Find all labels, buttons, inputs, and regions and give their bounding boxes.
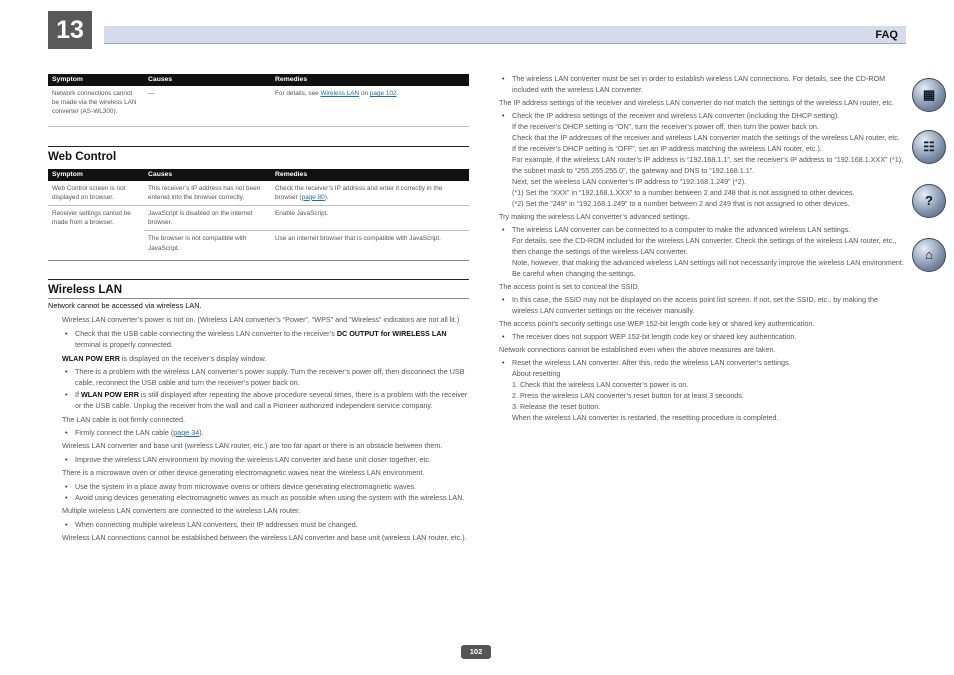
cell-symptom: Receiver settings cannot be made from a browser.	[52, 209, 131, 227]
table-wlan-converter	[48, 74, 469, 127]
remedy-item: • If WLAN POW ERR is still displayed after repeating the above procedure several times, there is a problem with the receiver or the USB cable. Unplug the receiver from the wall and call a Pioneer authorized independent service company.	[62, 389, 469, 412]
table-web-control	[48, 169, 469, 256]
remedy-line: Check that the IP addresses of the receiver and wireless LAN converter match the settings of the wireless LAN router, etc.	[512, 133, 900, 142]
remedy-item: • The wireless LAN converter can be connected to a computer to make the advanced wireless LAN settings.	[499, 224, 904, 235]
section-title: FAQ	[875, 29, 898, 41]
cause-text: WLAN POW ERR is displayed on the receiver’s display window.	[62, 353, 267, 363]
cause-text: There is a microwave oven or other device generating electromagnetic waves near the wireless LAN environment.	[62, 468, 425, 478]
cause-text: Wireless LAN converter’s power is not on. (Wireless LAN converter’s “Power”, “WPS” and “Wireless” indicators are not all lit.)	[62, 315, 460, 325]
remedy-item: • Check that the USB cable connecting the wireless LAN converter to the receiver’s DC OUTPUT for WIRELESS LAN terminal is properly connected.	[62, 328, 469, 351]
wireless-lan-heading: Wireless LAN	[48, 283, 123, 296]
remedy-line: (*2) Set the “249” in “192.168.1.249” to a number between 2 and 249 that is not assigned to other devices.	[512, 199, 850, 208]
remedy-line: (*1) Set the “XXX” in “192.168.1.XXX” to a number between 2 and 248 that is not assigned to other devices.	[512, 188, 855, 197]
remedy-line: For details, see the CD-ROM included for the wireless LAN converter. Check the settings of the wireless LAN router, etc., then change the settings of the wireless LAN converter.	[512, 236, 897, 256]
cell-symptom: Web Control screen is not displayed on browser.	[48, 181, 144, 206]
chapter-number: 13	[48, 11, 92, 49]
remedy-item: • The wireless LAN converter must be set in order to establish wireless LAN connections. For details, see the CD-ROM included with the wireless LAN converter.	[499, 73, 904, 95]
cause-text: Network connections cannot be established even when the above measures are taken.	[499, 345, 776, 354]
link-wireless-lan[interactable]: Wireless LAN	[320, 90, 360, 97]
link-page-80[interactable]: page 80	[301, 193, 325, 201]
col-remedies: Remedies	[271, 74, 469, 86]
home-icon[interactable]: ⌂	[912, 238, 946, 272]
remote-icon[interactable]: ☷	[912, 130, 946, 164]
divider	[48, 279, 469, 280]
remedy-item: • Use the system in a place away from microwave ovens or others device generating electromagnetic waves.	[62, 481, 469, 492]
cause-text: Multiple wireless LAN converters are connected to the wireless LAN router.	[62, 506, 301, 516]
book-icon[interactable]: ▦	[912, 78, 946, 112]
cell-symptom: Network connections cannot be made via the wireless LAN converter (AS-WL300).	[48, 86, 144, 126]
remedy-line: 2. Press the wireless LAN converter’s reset button for at least 3 seconds.	[512, 391, 744, 400]
remedy-line: If the receiver’s DHCP setting is “ON”, turn the receiver’s power off, then turn the power back on.	[512, 122, 819, 131]
col-causes: Causes	[144, 74, 271, 86]
divider	[48, 260, 469, 261]
remedy-line: Next, set the wireless LAN converter’s IP address to “192.168.1.249” (*2).	[512, 177, 747, 186]
remedy-item: • When connecting multiple wireless LAN converters, their IP addresses must be changed.	[62, 519, 469, 530]
cell-remedy: Use an internet browser that is compatible with JavaScript.	[275, 235, 441, 243]
remedy-line: Note, however, that making the advanced wireless LAN settings will not necessarily improve the wireless LAN environment. Be careful when changing the settings.	[512, 258, 904, 278]
cause-text: The access point is set to conceal the SSID.	[499, 282, 640, 291]
wireless-intro: Network cannot be accessed via wireless LAN.	[48, 300, 202, 310]
col-causes: Causes	[144, 169, 271, 181]
remedy-item: • In this case, the SSID may not be displayed on the access point list screen. If not, set the SSID, etc., by making the wireless LAN converter settings on the receiver manually.	[499, 294, 904, 316]
col-remedies: Remedies	[271, 169, 469, 181]
cell-cause: JavaScript is disabled on the internet browser.	[144, 205, 271, 230]
remedy-line: 3. Release the reset button.	[512, 402, 601, 411]
table-row	[48, 181, 469, 206]
table-row	[48, 86, 469, 126]
header-bar	[104, 26, 906, 44]
cell-cause: The browser is not compatible with JavaScript.	[148, 235, 247, 252]
page-number: 102	[461, 645, 491, 659]
cell-remedy: Check the receiver’s IP address and enter it correctly in the browser (page 80).	[271, 181, 469, 206]
col-symptom: Symptom	[48, 74, 144, 86]
cause-text: Wireless LAN connections cannot be established between the wireless LAN converter and base unit (wireless LAN router, etc.).	[62, 533, 467, 543]
remedy-item: • Avoid using devices generating electromagnetic waves as much as possible when using the system with the wireless LAN.	[62, 492, 469, 503]
cell-remedy: For details, see Wireless LAN on page 102.	[271, 86, 469, 126]
remedy-item: • Reset the wireless LAN converter. After this, redo the wireless LAN converter’s settings.	[499, 357, 904, 368]
right-column	[499, 73, 904, 423]
cause-text: Wireless LAN converter and base unit (wireless LAN router, etc.) are too far apart or there is an obstacle between them.	[62, 441, 443, 451]
cause-text: Try making the wireless LAN converter’s advanced settings.	[499, 212, 690, 221]
cell-cause: —	[144, 86, 271, 126]
settings-question-icon[interactable]: ?	[912, 184, 946, 218]
cause-text: The LAN cable is not firmly connected.	[62, 414, 186, 424]
remedy-line: When the wireless LAN converter is restarted, the resetting procedure is completed.	[512, 413, 779, 422]
remedy-item: • Check the IP address settings of the receiver and wireless LAN converter (including the DHCP setting).	[499, 110, 904, 121]
divider	[48, 146, 469, 147]
cause-text: The access point’s security settings use WEP 152-bit length code key or shared key authentication.	[499, 319, 815, 328]
link-page-34[interactable]: page 34	[173, 427, 200, 437]
cell-cause: This receiver’s IP address has not been entered into the browser correctly.	[144, 181, 271, 206]
remedy-line: If the receiver’s DHCP setting is “OFF”, set an IP address matching the wireless LAN router, etc.).	[512, 144, 822, 153]
divider	[48, 298, 469, 299]
table-row	[48, 205, 469, 230]
remedy-line: For example, if the wireless LAN router’s IP address is “192.168.1.1”, set the receiver’s IP address to “192.168.1.XXX” (*1), the subnet mask to “255.255.255.0”, the gateway and DNS to “192.168.1.1”.	[512, 155, 904, 175]
wireless-body	[48, 314, 469, 543]
remedy-item: • Firmly connect the LAN cable (page 34).	[62, 427, 469, 438]
remedy-item: • There is a problem with the wireless LAN converter’s power supply. Turn the receiver’s power off, then disconnect the USB cable, reconnect the USB cable and turn the receiver’s power back on.	[62, 366, 469, 389]
remedy-line: About resetting	[512, 369, 561, 378]
remedy-item: • Improve the wireless LAN environment by moving the wireless LAN converter and base unit closer together, etc.	[62, 454, 469, 465]
remedy-item: • The receiver does not support WEP 152-bit length code key or shared key authentication.	[499, 331, 904, 342]
link-page-102[interactable]: page 102	[369, 90, 397, 97]
remedy-line: 1. Check that the wireless LAN converter’s power is on.	[512, 380, 689, 389]
cell-remedy: Enable JavaScript.	[271, 205, 469, 230]
left-column	[48, 74, 469, 546]
col-symptom: Symptom	[48, 169, 144, 181]
cause-text: The IP address settings of the receiver and wireless LAN converter do not match the settings of the wireless LAN router, etc.	[499, 98, 894, 107]
web-control-heading: Web Control	[48, 150, 117, 163]
